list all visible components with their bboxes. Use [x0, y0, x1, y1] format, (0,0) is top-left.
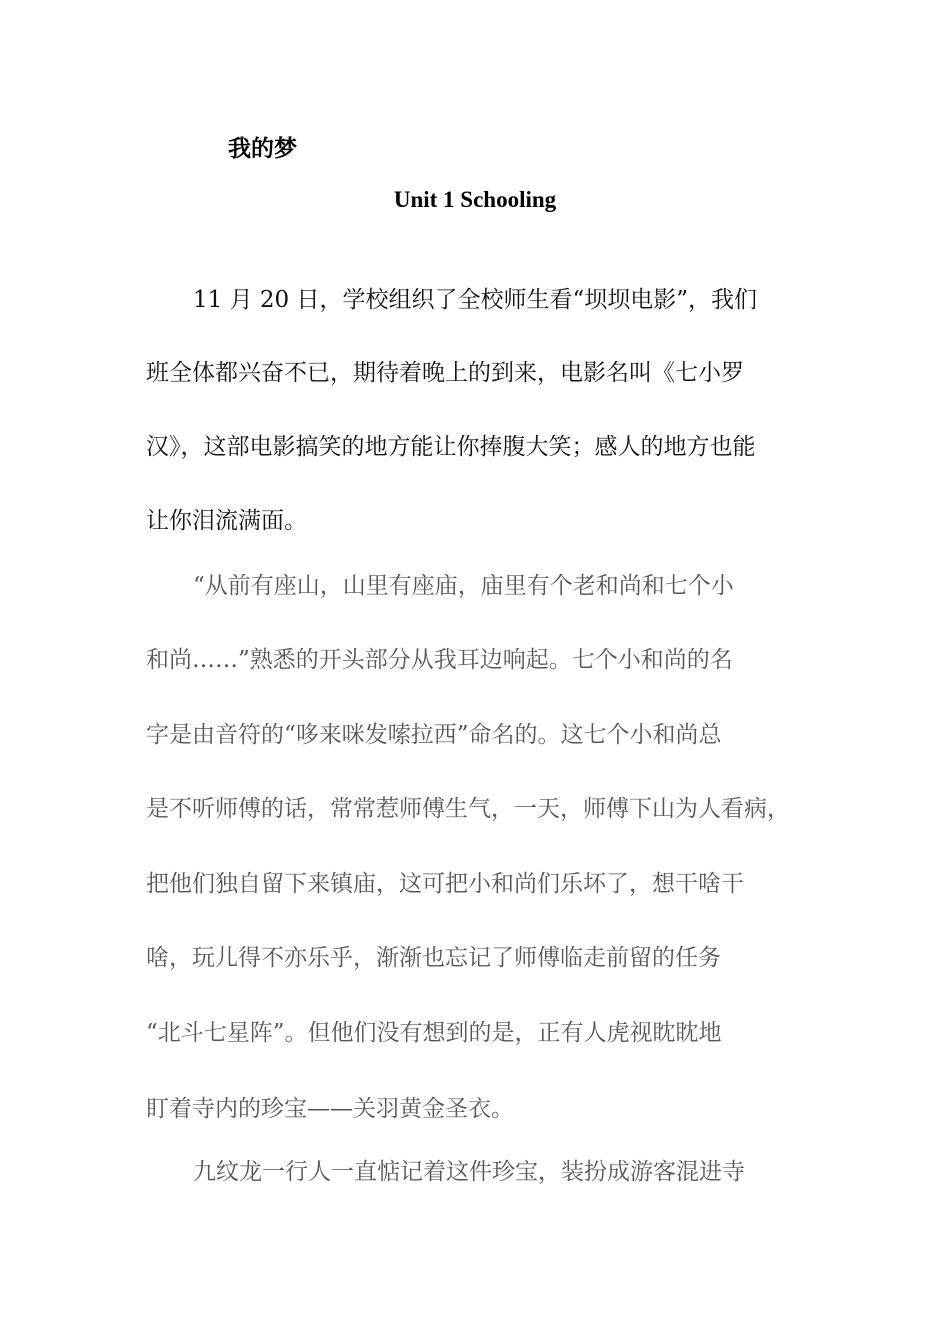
paragraph-2-line-6: 啥，玩儿得不亦乐乎，渐渐也忘记了师傅临走前留的任务	[146, 945, 721, 971]
paragraph-2-line-3: 字是由音符的“哆来咪发嗦拉西”命名的。这七个小和尚总	[146, 722, 722, 748]
paragraph-1-line-4: 让你泪流满面。	[146, 508, 307, 534]
paragraph-1-line-2: 班全体都兴奋不已，期待着晚上的到来，电影名叫《七小罗	[146, 360, 744, 386]
paragraph-2-line-2: 和尚……”熟悉的开头部分从我耳边响起。七个小和尚的名	[146, 647, 733, 673]
paragraph-2-line-5: 把他们独自留下来镇庙，这可把小和尚们乐坏了，想干啥干	[146, 871, 744, 897]
unit-title: Unit 1 Schooling	[393, 187, 557, 212]
paragraph-2-line-8: 盯着寺内的珍宝——关羽黄金圣衣。	[146, 1096, 514, 1122]
paragraph-3-line-1: 九纹龙一行人一直惦记着这件珍宝，装扮成游客混进寺	[193, 1159, 745, 1185]
paragraph-2-line-1: “从前有座山，山里有座庙，庙里有个老和尚和七个小	[193, 573, 734, 599]
paragraph-2-line-7: “北斗七星阵”。但他们没有想到的是，正有人虎视眈眈地	[146, 1020, 722, 1046]
paragraph-2-line-4: 是不听师傅的话，常常惹师傅生气，一天，师傅下山为人看病，	[146, 796, 790, 822]
paragraph-1-line-1: 11 月 20 日，学校组织了全校师生看“坝坝电影”，我们	[193, 287, 757, 313]
paragraph-1-line-3: 汉》，这部电影搞笑的地方能让你捧腹大笑；感人的地方也能	[146, 434, 756, 460]
document-heading: 我的梦	[228, 136, 297, 162]
